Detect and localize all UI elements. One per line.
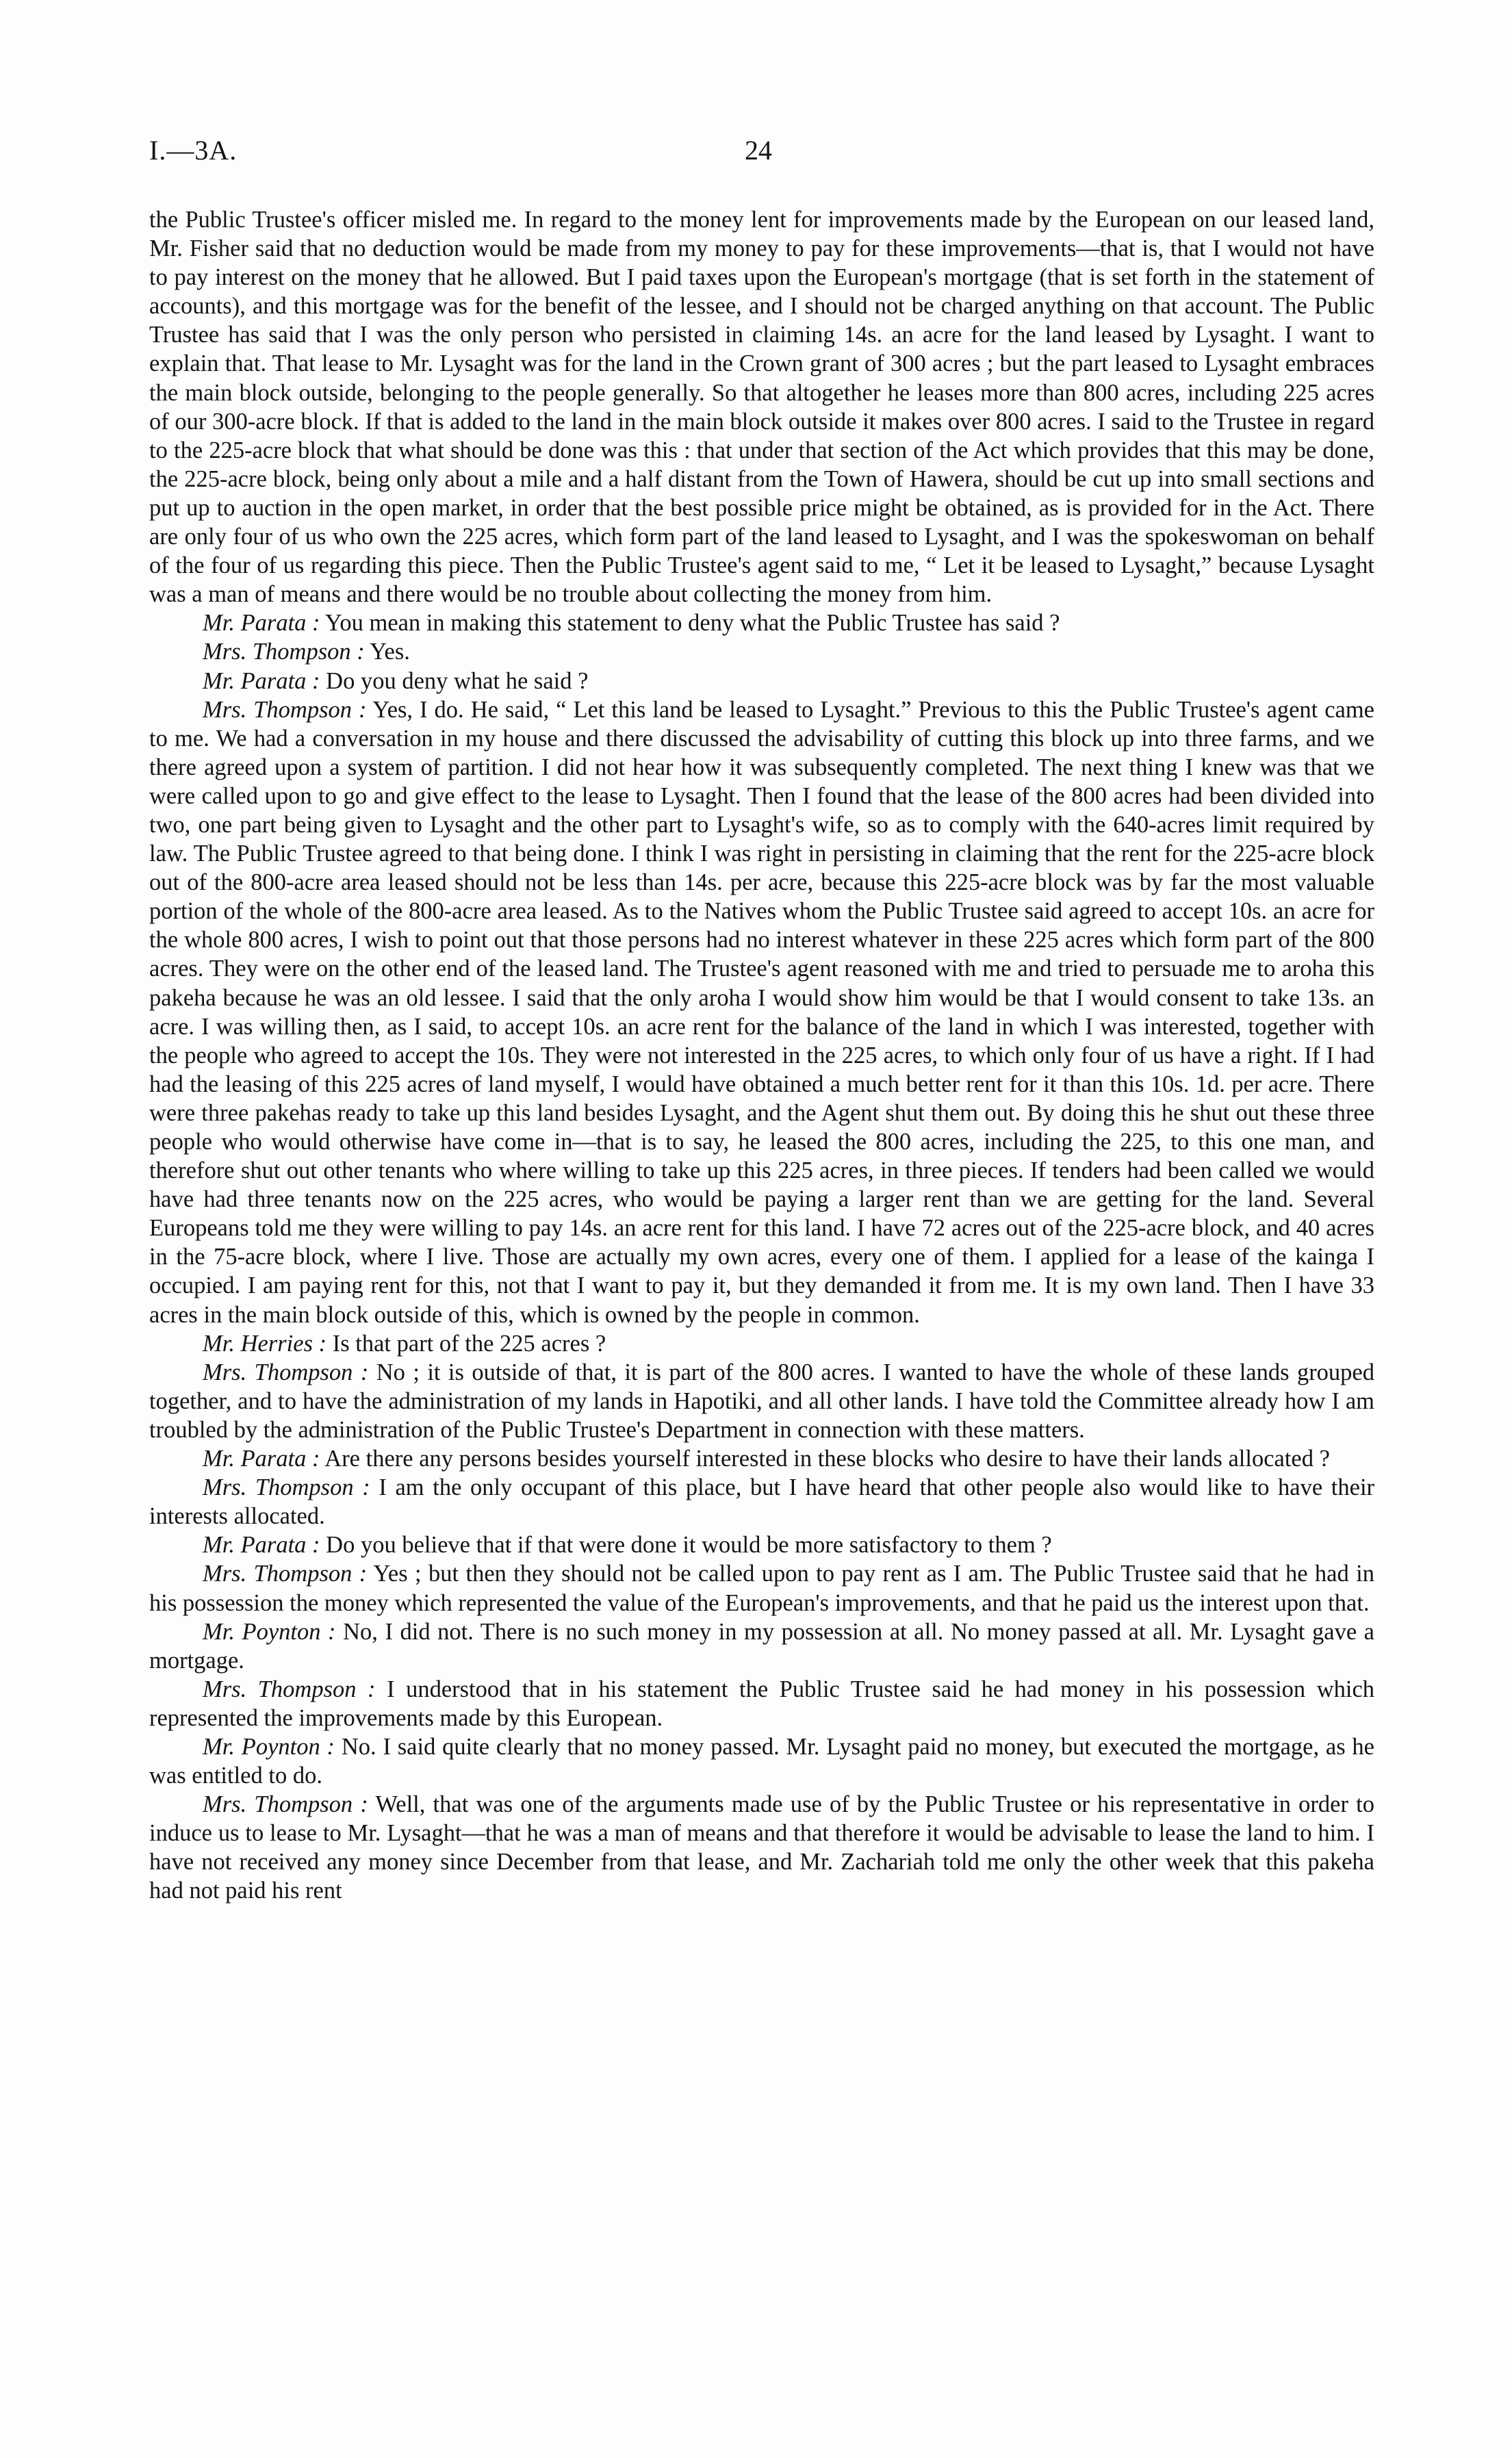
paragraph-text: No. I said quite clearly that no money passed. Mr. Lysaght paid no money, but executed the mortgage, as he was entitled to do. [149,1733,1374,1789]
paragraph [149,1617,1374,1675]
paragraph [149,1675,1374,1732]
paragraph-text: Do you deny what he said ? [326,667,589,694]
paragraph [149,1473,1374,1531]
speaker-name: Mrs. Thompson : [203,1676,376,1702]
paragraph-text: Yes. [370,639,410,665]
paragraph-text: Do you believe that if that were done it would be more satisfactory to them ? [326,1532,1052,1559]
paragraph-text: Yes ; but then they should not be called upon to pay rent as I am. The Public Trustee said that he had in his possession the money which represented the value of the European's improvements, and that he paid us the interest upon that. [149,1561,1374,1616]
speaker-name: Mr. Herries : [203,1330,327,1357]
speaker-name: Mrs. Thompson : [203,639,365,665]
paragraph-text: No ; it is outside of that, it is part of the 800 acres. I wanted to have the whole of these lands grouped together, and to have the administration of my lands in Hapotiki, and all other lands. I have told the Committee already how I am troubled by the administration of the Public Trustee's Department in connection with these matters. [149,1359,1374,1443]
paragraph-text: Well, that was one of the arguments made use of by the Public Trustee or his representative in order to induce us to lease to Mr. Lysaght—that he was a man of means and that therefore it would be advisable to lease the land to him. I have not received any money since December from that lease, and Mr. Zachariah told me only the other week that this pakeha had not paid his rent [149,1791,1374,1904]
speaker-name: Mrs. Thompson : [203,1791,368,1818]
paragraph-text: Are there any persons besides yourself interested in these blocks who desire to have their lands allocated ? [324,1446,1330,1472]
paragraph [149,609,1374,637]
paragraph [149,667,1374,695]
paragraph [149,1732,1374,1790]
speaker-name: Mrs. Thompson : [203,1474,370,1501]
paragraph-text: I am the only occupant of this place, but I have heard that other people also would like to have their interests allocated. [149,1474,1375,1530]
paragraph-text: You mean in making this statement to deny what the Public Trustee has said ? [324,610,1060,637]
paragraph [149,1329,1374,1358]
paragraph-text: No, I did not. There is no such money in my possession at all. No money passed at all. Mr. Lysaght gave a mortgage. [149,1618,1374,1674]
paragraph [149,1559,1374,1617]
speaker-name: Mrs. Thompson : [203,696,367,723]
paragraph [149,1531,1374,1559]
speaker-name: Mr. Parata : [203,667,320,694]
document-body [149,205,1374,1906]
speaker-name: Mr. Parata : [203,610,320,637]
paragraph [149,695,1374,1329]
document-reference: I.—3A. [149,135,238,166]
page-number: 24 [745,135,772,166]
paragraph-text: Is that part of the 225 acres ? [332,1330,606,1357]
paragraph [149,205,1374,609]
speaker-name: Mrs. Thompson : [203,1561,368,1587]
paragraph [149,1790,1374,1905]
paragraph-text: the Public Trustee's officer misled me. In regard to the money lent for improvements made by the European on our leased land, Mr. Fisher said that no deduction would be made from my money to pay for these improvements—that is, that I would not have to pay interest on the money that he allowed. But I paid taxes upon the European's mortgage (that is set forth in the statement of accounts), and this mortgage was for the benefit of the lessee, and I should not be charged anything on that account. The Public Trustee has said that I was the only person who persisted in claiming 14s. an acre for the land leased by Lysaght. I want to explain that. That lease to Mr. Lysaght was for the land in the Crown grant of 300 acres ; but the part leased to Lysaght embraces the main block outside, belonging to the people generally. So that altogether he leases more than 800 acres, including 225 acres of our 300-acre block. If that is added to the land in the main block outside it makes over 800 acres. I said to the Trustee in regard to the 225-acre block that what should be done was this : that under that section of the Act which provides that this may be done, the 225-acre block, being only about a mile and a half distant from the Town of Hawera, should be cut up into small sections and put up to auction in the open market, in order that the best possible price might be obtained, as is provided for in the Act. There are only four of us who own the 225 acres, which form part of the land leased to Lysaght, and I was the spokeswoman on behalf of the four of us regarding this piece. Then the Public Trustee's agent said to me, “ Let it be leased to Lysaght,” because Lysaght was a man of means and there would be no trouble about collecting the money from him. [149,207,1374,608]
paragraph [149,637,1374,666]
speaker-name: Mr. Poynton : [203,1733,335,1760]
paragraph-text: I understood that in his statement the Public Trustee said he had money in his possession which represented the improvements made by this European. [149,1676,1375,1731]
speaker-name: Mr. Poynton : [203,1618,336,1645]
paragraph [149,1358,1374,1444]
speaker-name: Mrs. Thompson : [203,1359,369,1385]
page-header [149,134,1374,175]
paragraph [149,1444,1374,1473]
speaker-name: Mr. Parata : [203,1532,320,1559]
speaker-name: Mr. Parata : [203,1446,320,1472]
paragraph-text: Yes, I do. He said, “ Let this land be leased to Lysaght.” Previous to this the Public Trustee's agent came to me. We had a conversation in my house and there discussed the advisability of cutting this block up into three farms, and we there agreed upon a system of partition. I did not hear how it was subsequently completed. The next thing I knew was that we were called upon to go and give effect to the lease to Lysaght. Then I found that the lease of the 800 acres had been divided into two, one part being given to Lysaght and the other part to Lysaght's wife, so as to comply with the 640-acres limit required by law. The Public Trustee agreed to that being done. I think I was right in persisting in claiming that the rent for the 225-acre block out of the 800-acre area leased should not be less than 14s. per acre, because this 225-acre block was by far the most valuable portion of the whole of the 800-acre area leased. As to the Natives whom the Public Trustee said agreed to accept 10s. an acre for the whole 800 acres, I wish to point out that those persons had no interest whatever in these 225 acres which form part of the 800 acres. They were on the other end of the leased land. The Trustee's agent reasoned with me and tried to persuade me to aroha this pakeha because he was an old lessee. I said that the only aroha I would show him would be that I would consent to take 13s. an acre. I was willing then, as I said, to accept 10s. an acre rent for the balance of the land in which I was interested, together with the people who agreed to accept the 10s. They were not interested in the 225 acres, to which only four of us have a right. If I had had the leasing of this 225 acres of land myself, I would have obtained a much better rent for it than this 10s. 1d. per acre. There were three pakehas ready to take up this land besides Lysaght, and the Agent shut them out. By doing this he shut out these three people who would otherwise have come in—that is to say, he leased the 800 acres, including the 225, to this one man, and therefore shut out other tenants who where willing to take up this 225 acres, in three pieces. If tenders had been called we would have had three tenants now on the 225 acres, who would be paying a larger rent than we are getting for the land. Several Europeans told me they were willing to pay 14s. an acre rent for this land. I have 72 acres out of the 225-acre block, and 40 acres in the 75-acre block, where I live. Those are actually my own acres, every one of them. I applied for a lease of the kainga I occupied. I am paying rent for this, not that I want to pay it, but they demanded it from me. It is my own land. Then I have 33 acres in the main block outside of this, which is owned by the people in common. [149,696,1374,1328]
